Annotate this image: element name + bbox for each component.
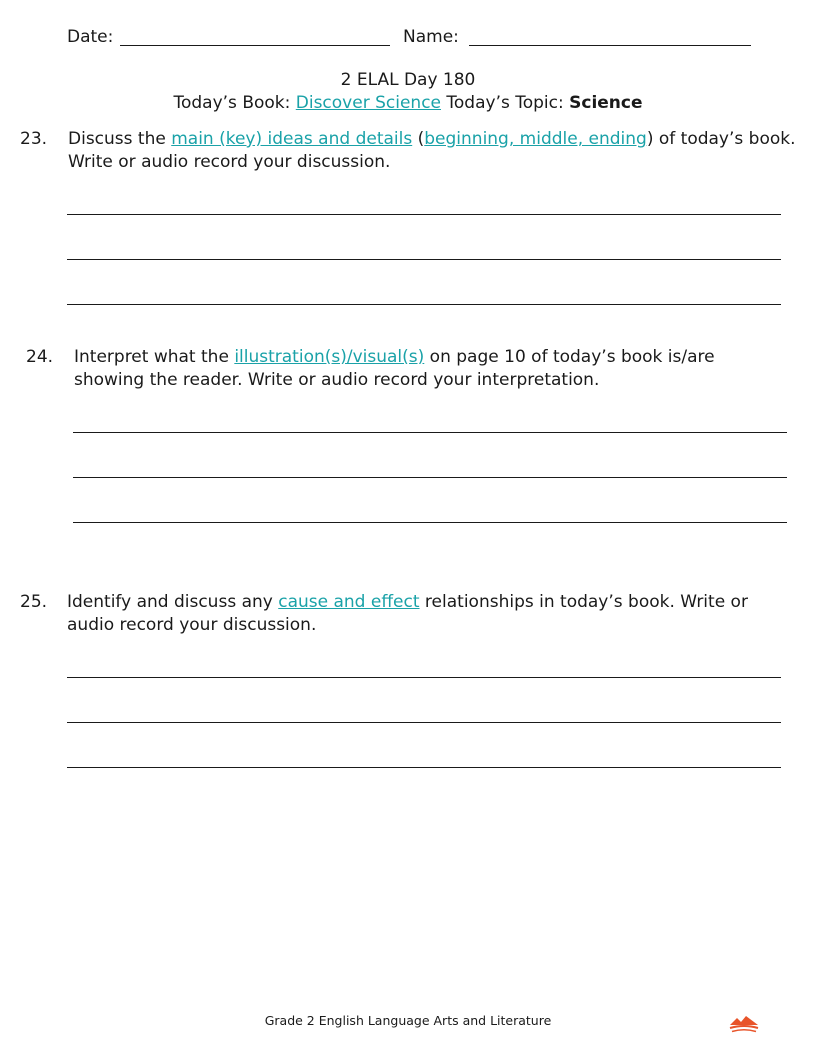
mountain-logo-icon [729,1012,759,1034]
topic-prefix: Today’s Topic: [441,93,570,113]
footer-text: Grade 2 English Language Arts and Literature [264,1013,552,1028]
question-24-number: 24. [26,347,54,367]
question-23-number: 23. [20,129,48,149]
main-ideas-link[interactable]: main (key) ideas and details [171,129,413,149]
book-prefix: Today’s Book: [173,93,296,113]
page-title: 2 ELAL Day 180 [340,70,476,90]
question-24-text: Interpret what the illustration(s)/visual(s) on page 10 of today’s book is/are showing the reader. Write or audio record your interpretation. [74,347,715,390]
answer-line[interactable] [73,522,787,523]
date-label: Date: [67,27,114,47]
answer-line[interactable] [67,677,781,678]
book-title-link[interactable]: Discover Science [295,93,441,113]
date-input-line[interactable] [120,45,390,46]
topic-value: Science [569,93,643,113]
answer-line[interactable] [73,477,787,478]
question-25-text: Identify and discuss any cause and effect relationships in today’s book. Write or audio record your discussion. [67,592,748,635]
illustrations-visuals-link[interactable]: illustration(s)/visual(s) [234,347,425,367]
answer-line[interactable] [67,767,781,768]
answer-line[interactable] [67,259,781,260]
question-23-text: Discuss the main (key) ideas and details (beginning, middle, ending) of today’s book. Write or audio record your discussion. [68,129,796,172]
cause-and-effect-link[interactable]: cause and effect [278,592,420,612]
answer-line[interactable] [67,304,781,305]
book-topic-line [0,93,816,113]
beginning-middle-ending-link[interactable]: beginning, middle, ending [424,129,647,149]
name-input-line[interactable] [469,45,751,46]
answer-line[interactable] [67,722,781,723]
answer-line[interactable] [73,432,787,433]
answer-line[interactable] [67,214,781,215]
name-label: Name: [403,27,459,47]
question-25-number: 25. [20,592,48,612]
